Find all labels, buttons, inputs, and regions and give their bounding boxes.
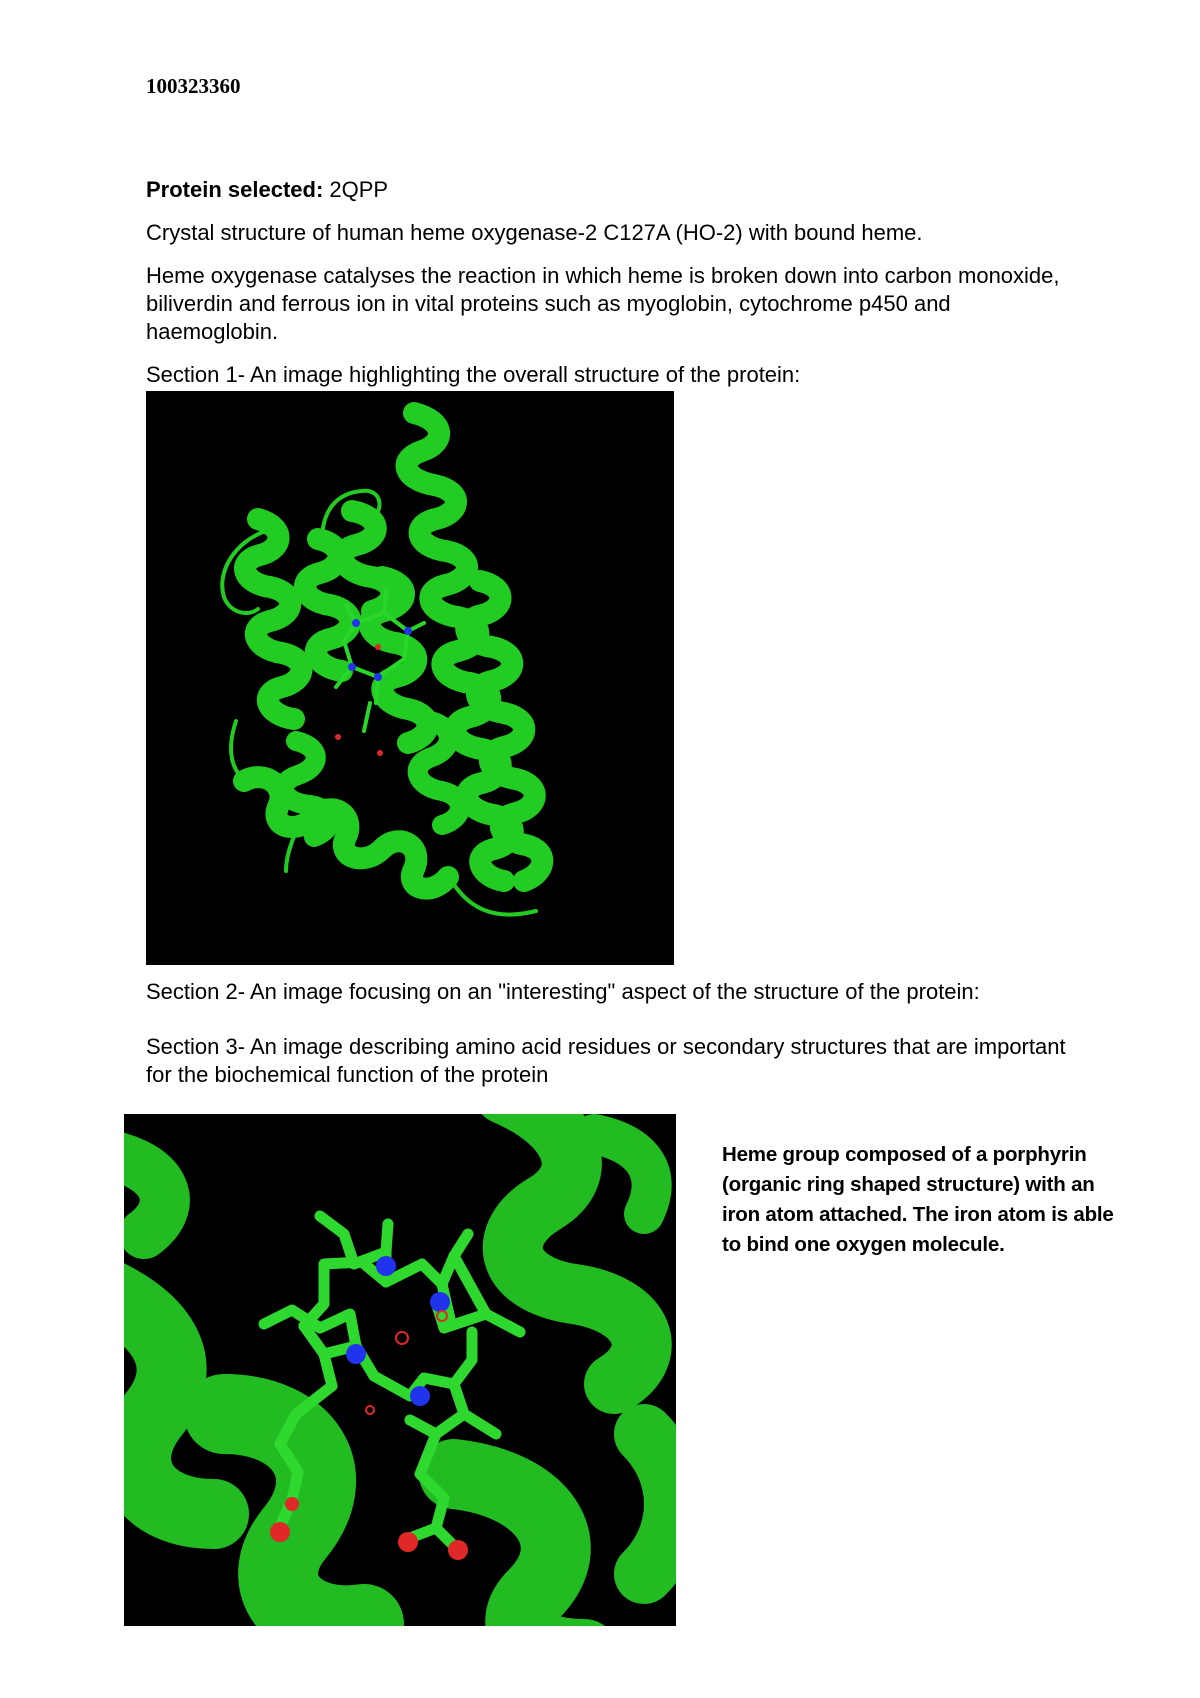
protein-description: Crystal structure of human heme oxygenase-2 C127A (HO-2) with bound heme. <box>146 220 923 245</box>
protein-selected-value: 2QPP <box>323 177 389 202</box>
section-1-heading: Section 1- An image highlighting the overall structure of the protein: <box>146 362 801 387</box>
section-2-heading: Section 2- An image focusing on an "interesting" aspect of the structure of the protein: <box>146 979 980 1004</box>
heme-group-closeup-image <box>124 1114 676 1626</box>
protein-overall-structure-image <box>146 391 674 965</box>
protein-selected-label: Protein selected: <box>146 177 324 202</box>
document-id: 100323360 <box>146 74 241 98</box>
heme-group-caption: Heme group composed of a porphyrin (organic ring shaped structure) with an iron atom attached. The iron atom is able to bind one oxygen molecule. <box>722 1143 1114 1256</box>
protein-function-paragraph: Heme oxygenase catalyses the reaction in which heme is broken down into carbon monoxide, biliverdin and ferrous ion in vital proteins such as myoglobin, cytochrome p450 and haemoglobin. <box>146 263 1060 344</box>
section-3-heading: Section 3- An image describing amino acid residues or secondary structures that are important for the biochemical function of the protein <box>146 1034 1066 1087</box>
protein-selected-line <box>146 176 1076 204</box>
